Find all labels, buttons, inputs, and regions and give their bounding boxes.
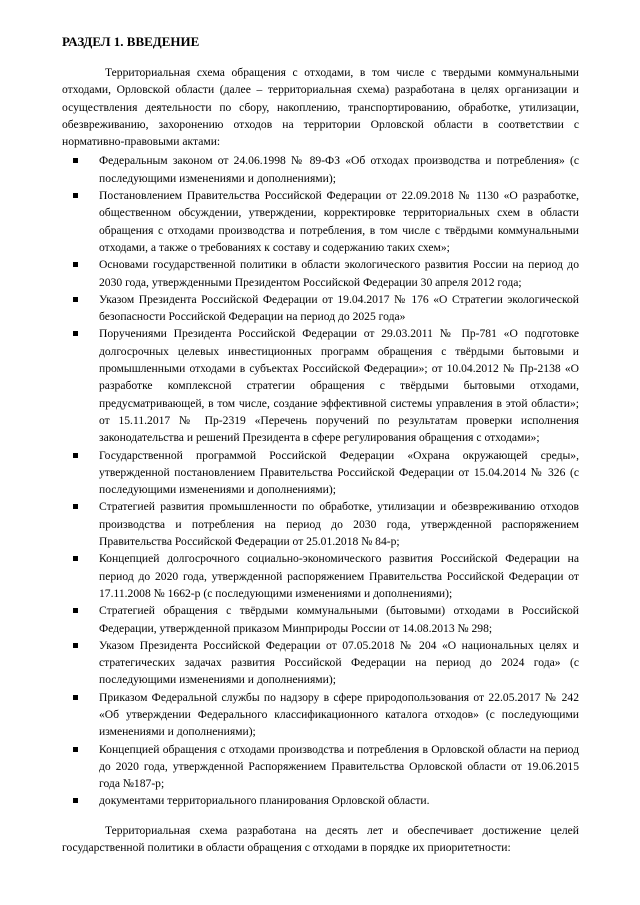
bullet-icon: [73, 643, 78, 648]
list-item-text: Стратегией обращения с твёрдыми коммунальными (бытовыми) отходами в Российской Федерации, утвержденной приказом Минприроды России от 14.08.2013 № 298;: [99, 604, 579, 635]
list-item-text: Концепцией долгосрочного социально-экономического развития Российской Федерации на период до 2020 года, утвержденной распоряжением Правительства Российской Федерации от 17.11.2008 № 1662-р (с последующими изменениями и дополнениями);: [99, 552, 579, 600]
bullet-icon: [73, 695, 78, 700]
list-item-text: Указом Президента Российской Федерации от 19.04.2017 № 176 «О Стратегии экологической безопасности Российской Федерации на период до 2025 года»: [99, 292, 579, 324]
list-item: [62, 741, 579, 793]
list-item: [62, 602, 579, 637]
list-item-text: Постановлением Правительства Российской Федерации от 22.09.2018 № 1130 «О разработке, общественном обсуждении, утверждении, корректировке территориальных схем в области обращения с отходами производства и потребления, в том числе с твёрдыми коммунальными отходами, а также о требованиях к составу и содержанию таких схем»;: [99, 189, 579, 254]
document-page: [62, 33, 579, 856]
list-item: [62, 792, 579, 809]
list-item: [62, 637, 579, 689]
bullet-icon: [73, 158, 78, 163]
list-item-text: Федеральным законом от 24.06.1998 № 89-ФЗ «Об отходах производства и потребления» (с последующими изменениями и дополнениями);: [99, 154, 579, 185]
bullet-icon: [73, 262, 78, 267]
intro-paragraph: Территориальная схема обращения с отходами, в том числе с твердыми коммунальными отходами, Орловской области (далее – территориальная схема) разработана в целях организации и осуществления деятельности по сбору, накоплению, транспортированию, обработке, утилизации, обезвреживанию, захоронению отходов на территории Орловской области в соответствии с нормативно-правовыми актами:: [62, 66, 579, 149]
list-item-text: Концепцией обращения с отходами производства и потребления в Орловской области на период до 2020 года, утвержденной Распоряжением Правительства Орловской области от 19.06.2015 года №187-р;: [99, 742, 579, 791]
list-item: [62, 447, 579, 499]
list-item-text: Основами государственной политики в области экологического развития России на период до 2030 года, утвержденными Президентом Российской Федерации 30 апреля 2012 года;: [99, 258, 579, 289]
list-item-text: Поручениями Президента Российской Федерации от 29.03.2011 № Пр-781 «О подготовке долгосрочных целевых инвестиционных программ обращения с твёрдыми бытовыми и промышленными отходами в субъектах Российской Федерации»; от 10.04.2012 № Пр-2138 «О разработке комплексной стратегии обращения с твёрдыми бытовыми отходами, предусматривающей, в том числе, создание эффективной системы управления в этой области»; от 15.11.2017 № Пр-2319 «Перечень поручений по результатам проверки исполнения законодательства и решений Президента в сфере регулирования обращения с отходами»;: [99, 327, 579, 445]
list-item: [62, 187, 579, 256]
bullet-icon: [73, 193, 78, 198]
section-title: РАЗДЕЛ 1. ВВЕДЕНИЕ: [62, 34, 200, 49]
bullet-icon: [73, 453, 78, 458]
bullet-icon: [73, 331, 78, 336]
list-item: [62, 291, 579, 326]
bullet-icon: [73, 608, 78, 613]
list-item-text: Приказом Федеральной службы по надзору в сфере природопользования от 22.05.2017 № 242 «Об утверждении Федерального классификационного каталога отходов» (с последующими изменениями и дополнениями);: [99, 690, 579, 739]
list-item: [62, 325, 579, 446]
list-item: [62, 256, 579, 291]
bullet-icon: [73, 798, 78, 803]
bullet-icon: [73, 556, 78, 561]
bullet-icon: [73, 747, 78, 752]
list-item: [62, 689, 579, 741]
list-item-text: Государственной программой Российской Федерации «Охрана окружающей среды», утвержденной постановлением Правительства Российской Федерации от 15.04.2014 № 326 (с последующими изменениями и дополнениями);: [99, 448, 579, 497]
list-item-text: Стратегией развития промышленности по обработке, утилизации и обезвреживанию отходов производства и потребления на период до 2030 года, утвержденной распоряжением Правительства Российской Федерации от 25.01.2018 № 84-р;: [99, 500, 579, 549]
list-item-text: Указом Президента Российской Федерации от 07.05.2018 № 204 «О национальных целях и стратегических задачах развития Российской Федерации на период до 2024 года» (с последующими изменениями и дополнениями);: [99, 638, 579, 687]
legal-acts-list: [62, 152, 579, 809]
list-item: [62, 152, 579, 187]
bullet-icon: [73, 297, 78, 302]
closing-paragraph: Территориальная схема разработана на десять лет и обеспечивает достижение целей государственной политики в области обращения с отходами в порядке их приоритетности:: [62, 823, 579, 855]
list-item: [62, 550, 579, 602]
bullet-icon: [73, 504, 78, 509]
list-item-text: документами территориального планирования Орловской области.: [99, 794, 430, 808]
list-item: [62, 498, 579, 550]
